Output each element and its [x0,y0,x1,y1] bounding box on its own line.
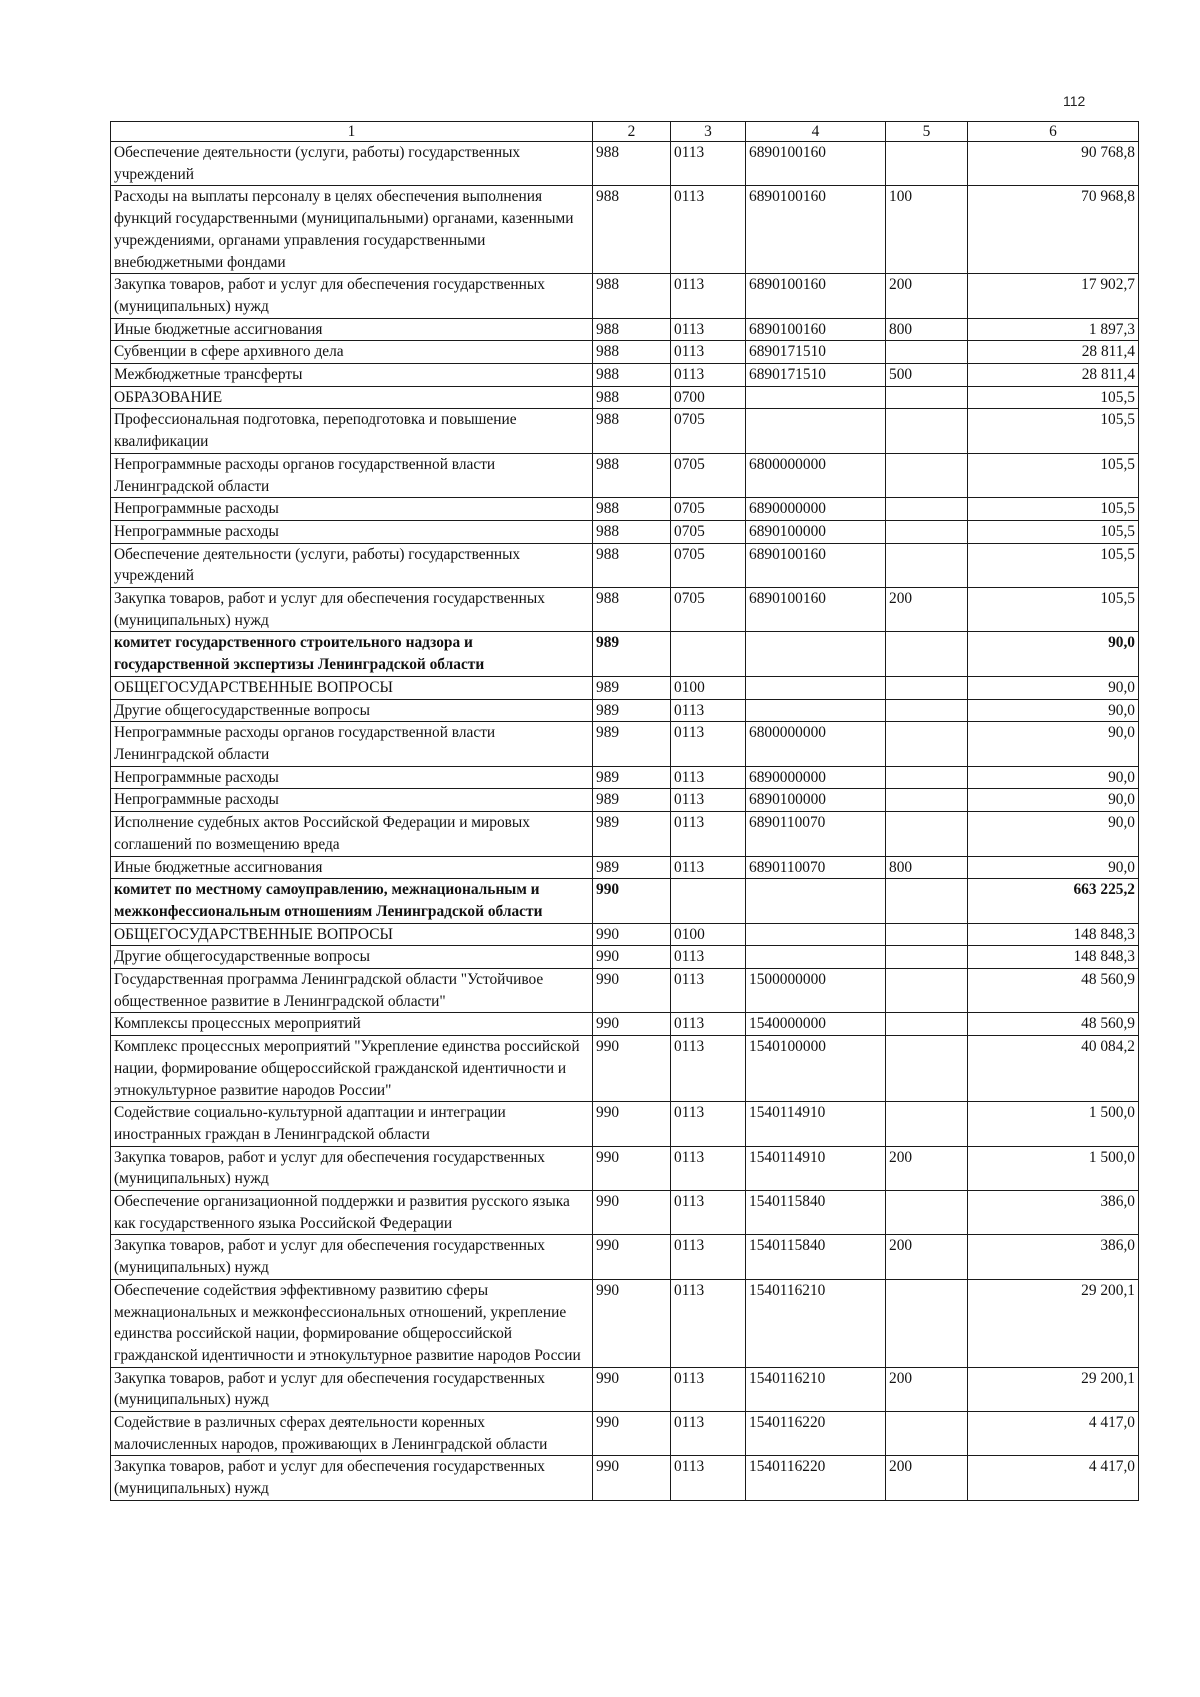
table-row [111,1191,1139,1235]
column-header: 1 [111,122,593,142]
row-c3-cell [671,879,746,923]
row-c4-cell: 1500000000 [746,969,886,1013]
row-c6-cell: 90,0 [968,766,1139,789]
row-name-cell: Исполнение судебных актов Российской Федерации и мировых соглашений по возмещению вреда [111,812,593,856]
row-c2-cell: 989 [593,632,671,676]
column-header: 4 [746,122,886,142]
row-c5-cell [886,766,968,789]
row-c2-cell: 989 [593,676,671,699]
row-name-cell: Закупка товаров, работ и услуг для обеспечения государственных (муниципальных) нужд [111,274,593,318]
row-c5-cell [886,789,968,812]
row-c6-cell: 28 811,4 [968,364,1139,387]
row-c6-cell: 105,5 [968,588,1139,632]
table-row [111,1456,1139,1500]
row-c6-cell: 105,5 [968,543,1139,587]
table-row [111,453,1139,497]
table-row [111,588,1139,632]
row-c2-cell: 988 [593,364,671,387]
row-c4-cell [746,923,886,946]
row-c3-cell: 0113 [671,969,746,1013]
row-name-cell: Закупка товаров, работ и услуг для обеспечения государственных (муниципальных) нужд [111,1367,593,1411]
row-name-cell: Обеспечение содействия эффективному развитию сферы межнациональных и межконфессиональных отношений, укрепление единства российской нации, формирование общероссийской гражданской идентичности и этнокультурное развитие народов России [111,1279,593,1367]
row-name-cell: Закупка товаров, работ и услуг для обеспечения государственных (муниципальных) нужд [111,1456,593,1500]
row-name-cell: Закупка товаров, работ и услуг для обеспечения государственных (муниципальных) нужд [111,588,593,632]
table-row [111,969,1139,1013]
row-c5-cell: 800 [886,318,968,341]
row-c4-cell: 6890100160 [746,318,886,341]
row-c3-cell: 0100 [671,923,746,946]
row-c3-cell: 0113 [671,789,746,812]
row-name-cell: ОБЩЕГОСУДАРСТВЕННЫЕ ВОПРОСЫ [111,923,593,946]
row-c5-cell [886,722,968,766]
row-c2-cell: 988 [593,409,671,453]
row-name-cell: Непрограммные расходы органов государственной власти Ленинградской области [111,722,593,766]
row-c6-cell: 90,0 [968,812,1139,856]
row-c3-cell: 0113 [671,1456,746,1500]
row-c5-cell: 500 [886,364,968,387]
page-number: 112 [1063,93,1086,109]
row-c3-cell: 0113 [671,1036,746,1102]
row-c6-cell: 90,0 [968,676,1139,699]
table-row [111,632,1139,676]
row-c4-cell: 1540116210 [746,1279,886,1367]
row-c4-cell: 6890100160 [746,274,886,318]
row-c6-cell: 40 084,2 [968,1036,1139,1102]
row-c4-cell: 6890110070 [746,812,886,856]
row-c4-cell: 6890100160 [746,142,886,186]
row-c4-cell: 6890000000 [746,766,886,789]
table-row [111,1102,1139,1146]
table-row [111,1036,1139,1102]
column-header: 2 [593,122,671,142]
table-row [111,879,1139,923]
row-c4-cell: 1540116210 [746,1367,886,1411]
row-c2-cell: 990 [593,1102,671,1146]
table-row [111,1412,1139,1456]
row-c4-cell: 6890110070 [746,856,886,879]
row-c6-cell: 90,0 [968,789,1139,812]
row-c3-cell: 0705 [671,588,746,632]
table-row [111,1146,1139,1190]
row-c4-cell: 1540114910 [746,1102,886,1146]
row-c6-cell: 105,5 [968,409,1139,453]
row-c6-cell: 29 200,1 [968,1279,1139,1367]
row-c5-cell [886,699,968,722]
row-name-cell: Иные бюджетные ассигнования [111,318,593,341]
row-name-cell: комитет государственного строительного надзора и государственной экспертизы Ленинградской области [111,632,593,676]
row-c6-cell: 29 200,1 [968,1367,1139,1411]
row-name-cell: Непрограммные расходы [111,498,593,521]
row-c5-cell [886,632,968,676]
row-name-cell: комитет по местному самоуправлению, межнациональным и межконфессиональным отношениям Ленинградской области [111,879,593,923]
column-header: 5 [886,122,968,142]
row-c5-cell: 800 [886,856,968,879]
row-c4-cell: 6890171510 [746,364,886,387]
row-name-cell: Обеспечение деятельности (услуги, работы) государственных учреждений [111,142,593,186]
table-row [111,498,1139,521]
row-c5-cell [886,1102,968,1146]
row-c4-cell: 6890100160 [746,543,886,587]
row-c3-cell: 0113 [671,1146,746,1190]
table-row [111,364,1139,387]
row-c4-cell [746,409,886,453]
row-name-cell: Закупка товаров, работ и услуг для обеспечения государственных (муниципальных) нужд [111,1146,593,1190]
table-row [111,142,1139,186]
row-c5-cell [886,923,968,946]
row-c4-cell [746,946,886,969]
row-name-cell: Межбюджетные трансферты [111,364,593,387]
row-c3-cell: 0113 [671,186,746,274]
row-c2-cell: 990 [593,1456,671,1500]
row-c2-cell: 990 [593,1013,671,1036]
row-c4-cell: 6890171510 [746,341,886,364]
row-c5-cell [886,1191,968,1235]
row-name-cell: Закупка товаров, работ и услуг для обеспечения государственных (муниципальных) нужд [111,1235,593,1279]
row-c5-cell: 200 [886,1367,968,1411]
row-c4-cell: 1540115840 [746,1191,886,1235]
row-c6-cell: 105,5 [968,386,1139,409]
row-name-cell: Непрограммные расходы органов государственной власти Ленинградской области [111,453,593,497]
row-c4-cell [746,699,886,722]
table-row [111,1235,1139,1279]
row-c3-cell: 0113 [671,1013,746,1036]
row-c4-cell: 6800000000 [746,722,886,766]
row-c2-cell: 990 [593,1412,671,1456]
row-c5-cell [886,1279,968,1367]
row-c3-cell: 0113 [671,364,746,387]
row-name-cell: Непрограммные расходы [111,789,593,812]
table-row [111,1013,1139,1036]
row-c5-cell [886,812,968,856]
table-row [111,722,1139,766]
row-c5-cell [886,676,968,699]
table-row [111,520,1139,543]
row-c2-cell: 989 [593,722,671,766]
row-c6-cell: 4 417,0 [968,1456,1139,1500]
row-c4-cell [746,879,886,923]
row-c2-cell: 988 [593,341,671,364]
row-c3-cell: 0113 [671,722,746,766]
header-row [111,122,1139,142]
row-c6-cell: 90,0 [968,699,1139,722]
row-c4-cell: 6890100000 [746,789,886,812]
table-row [111,186,1139,274]
row-c2-cell: 990 [593,946,671,969]
row-c6-cell: 105,5 [968,498,1139,521]
row-c6-cell: 1 897,3 [968,318,1139,341]
row-c2-cell: 988 [593,453,671,497]
row-c2-cell: 989 [593,699,671,722]
row-name-cell: Иные бюджетные ассигнования [111,856,593,879]
row-c3-cell: 0705 [671,520,746,543]
row-name-cell: Комплекс процессных мероприятий "Укрепление единства российской нации, формирование общероссийской гражданской идентичности и этнокультурное развитие народов России" [111,1036,593,1102]
table-row [111,409,1139,453]
row-c6-cell: 70 968,8 [968,186,1139,274]
row-name-cell: Другие общегосударственные вопросы [111,699,593,722]
row-name-cell: Государственная программа Ленинградской области "Устойчивое общественное развитие в Ленинградской области" [111,969,593,1013]
row-c2-cell: 990 [593,1036,671,1102]
table-row [111,274,1139,318]
row-c4-cell: 1540114910 [746,1146,886,1190]
row-name-cell: Другие общегосударственные вопросы [111,946,593,969]
row-c6-cell: 48 560,9 [968,969,1139,1013]
row-c6-cell: 90,0 [968,632,1139,676]
row-c4-cell: 6890100160 [746,186,886,274]
row-c2-cell: 989 [593,789,671,812]
row-c6-cell: 105,5 [968,520,1139,543]
row-c6-cell: 28 811,4 [968,341,1139,364]
row-c3-cell: 0705 [671,453,746,497]
row-c4-cell: 1540000000 [746,1013,886,1036]
row-c5-cell [886,341,968,364]
row-name-cell: Обеспечение деятельности (услуги, работы) государственных учреждений [111,543,593,587]
row-c6-cell: 17 902,7 [968,274,1139,318]
row-c5-cell: 200 [886,274,968,318]
row-c4-cell: 6890000000 [746,498,886,521]
row-c5-cell [886,1013,968,1036]
table-row [111,946,1139,969]
row-c2-cell: 989 [593,766,671,789]
table-row [111,543,1139,587]
row-c5-cell [886,453,968,497]
column-header: 6 [968,122,1139,142]
row-c3-cell: 0113 [671,946,746,969]
row-c5-cell [886,946,968,969]
row-c3-cell: 0113 [671,1191,746,1235]
row-c2-cell: 988 [593,186,671,274]
row-c5-cell [886,409,968,453]
row-name-cell: Непрограммные расходы [111,520,593,543]
row-c2-cell: 988 [593,588,671,632]
row-name-cell: ОБРАЗОВАНИЕ [111,386,593,409]
row-c5-cell [886,498,968,521]
row-c3-cell: 0705 [671,498,746,521]
row-c5-cell: 200 [886,1235,968,1279]
row-c3-cell: 0705 [671,409,746,453]
budget-table [110,121,1139,1501]
row-c2-cell: 989 [593,812,671,856]
row-c4-cell [746,386,886,409]
row-c4-cell: 1540116220 [746,1412,886,1456]
row-c6-cell: 90 768,8 [968,142,1139,186]
row-name-cell: Непрограммные расходы [111,766,593,789]
row-c5-cell: 200 [886,588,968,632]
row-c2-cell: 989 [593,856,671,879]
row-c3-cell: 0113 [671,1235,746,1279]
row-c2-cell: 988 [593,498,671,521]
table-row [111,676,1139,699]
row-c2-cell: 988 [593,520,671,543]
row-name-cell: Обеспечение организационной поддержки и развития русского языка как государственного языка Российской Федерации [111,1191,593,1235]
row-name-cell: Содействие в различных сферах деятельности коренных малочисленных народов, проживающих в Ленинградской области [111,1412,593,1456]
row-c5-cell [886,543,968,587]
row-c5-cell [886,520,968,543]
row-c3-cell: 0113 [671,812,746,856]
row-c3-cell [671,632,746,676]
row-c3-cell: 0113 [671,856,746,879]
table-row [111,386,1139,409]
row-c3-cell: 0113 [671,274,746,318]
row-c6-cell: 4 417,0 [968,1412,1139,1456]
row-c5-cell [886,1412,968,1456]
row-c6-cell: 1 500,0 [968,1146,1139,1190]
row-c6-cell: 663 225,2 [968,879,1139,923]
row-c6-cell: 148 848,3 [968,923,1139,946]
row-c2-cell: 988 [593,543,671,587]
row-c3-cell: 0113 [671,318,746,341]
row-c5-cell: 100 [886,186,968,274]
row-c5-cell: 200 [886,1456,968,1500]
table-row [111,341,1139,364]
row-c2-cell: 990 [593,1146,671,1190]
row-c2-cell: 988 [593,386,671,409]
row-c2-cell: 990 [593,923,671,946]
row-c5-cell: 200 [886,1146,968,1190]
row-name-cell: Содействие социально-культурной адаптации и интеграции иностранных граждан в Ленинградской области [111,1102,593,1146]
table-row [111,923,1139,946]
row-c6-cell: 386,0 [968,1235,1139,1279]
row-name-cell: Субвенции в сфере архивного дела [111,341,593,364]
row-c3-cell: 0700 [671,386,746,409]
row-c3-cell: 0113 [671,1102,746,1146]
row-c2-cell: 990 [593,1367,671,1411]
row-c4-cell: 1540116220 [746,1456,886,1500]
table-row [111,789,1139,812]
row-c4-cell: 6890100160 [746,588,886,632]
row-c3-cell: 0113 [671,699,746,722]
row-c3-cell: 0113 [671,341,746,364]
row-c4-cell: 6890100000 [746,520,886,543]
row-c3-cell: 0113 [671,1279,746,1367]
row-c6-cell: 48 560,9 [968,1013,1139,1036]
row-c6-cell: 90,0 [968,856,1139,879]
table-row [111,856,1139,879]
table-row [111,1367,1139,1411]
column-header: 3 [671,122,746,142]
row-c2-cell: 990 [593,879,671,923]
row-c3-cell: 0705 [671,543,746,587]
row-c5-cell [886,969,968,1013]
row-c6-cell: 90,0 [968,722,1139,766]
row-c5-cell [886,879,968,923]
row-c6-cell: 1 500,0 [968,1102,1139,1146]
row-name-cell: Расходы на выплаты персоналу в целях обеспечения выполнения функций государственными (муниципальными) органами, казенными учреждениями, органами управления государственными внебюджетными фондами [111,186,593,274]
row-c2-cell: 988 [593,318,671,341]
row-c2-cell: 988 [593,274,671,318]
row-c4-cell: 6800000000 [746,453,886,497]
row-c2-cell: 990 [593,1235,671,1279]
row-c2-cell: 990 [593,1191,671,1235]
row-c4-cell: 1540100000 [746,1036,886,1102]
row-name-cell: Комплексы процессных мероприятий [111,1013,593,1036]
row-name-cell: ОБЩЕГОСУДАРСТВЕННЫЕ ВОПРОСЫ [111,676,593,699]
row-c5-cell [886,386,968,409]
row-c2-cell: 990 [593,1279,671,1367]
row-c4-cell [746,676,886,699]
row-c3-cell: 0113 [671,1412,746,1456]
row-c3-cell: 0113 [671,766,746,789]
row-c4-cell [746,632,886,676]
table-row [111,699,1139,722]
row-c3-cell: 0100 [671,676,746,699]
row-c6-cell: 386,0 [968,1191,1139,1235]
table-row [111,318,1139,341]
row-c5-cell [886,1036,968,1102]
row-c3-cell: 0113 [671,142,746,186]
row-c5-cell [886,142,968,186]
table-row [111,1279,1139,1367]
row-c6-cell: 105,5 [968,453,1139,497]
table-row [111,766,1139,789]
row-c6-cell: 148 848,3 [968,946,1139,969]
row-c3-cell: 0113 [671,1367,746,1411]
row-c2-cell: 990 [593,969,671,1013]
table-row [111,812,1139,856]
row-name-cell: Профессиональная подготовка, переподготовка и повышение квалификации [111,409,593,453]
table-body [111,142,1139,1501]
row-c2-cell: 988 [593,142,671,186]
row-c4-cell: 1540115840 [746,1235,886,1279]
